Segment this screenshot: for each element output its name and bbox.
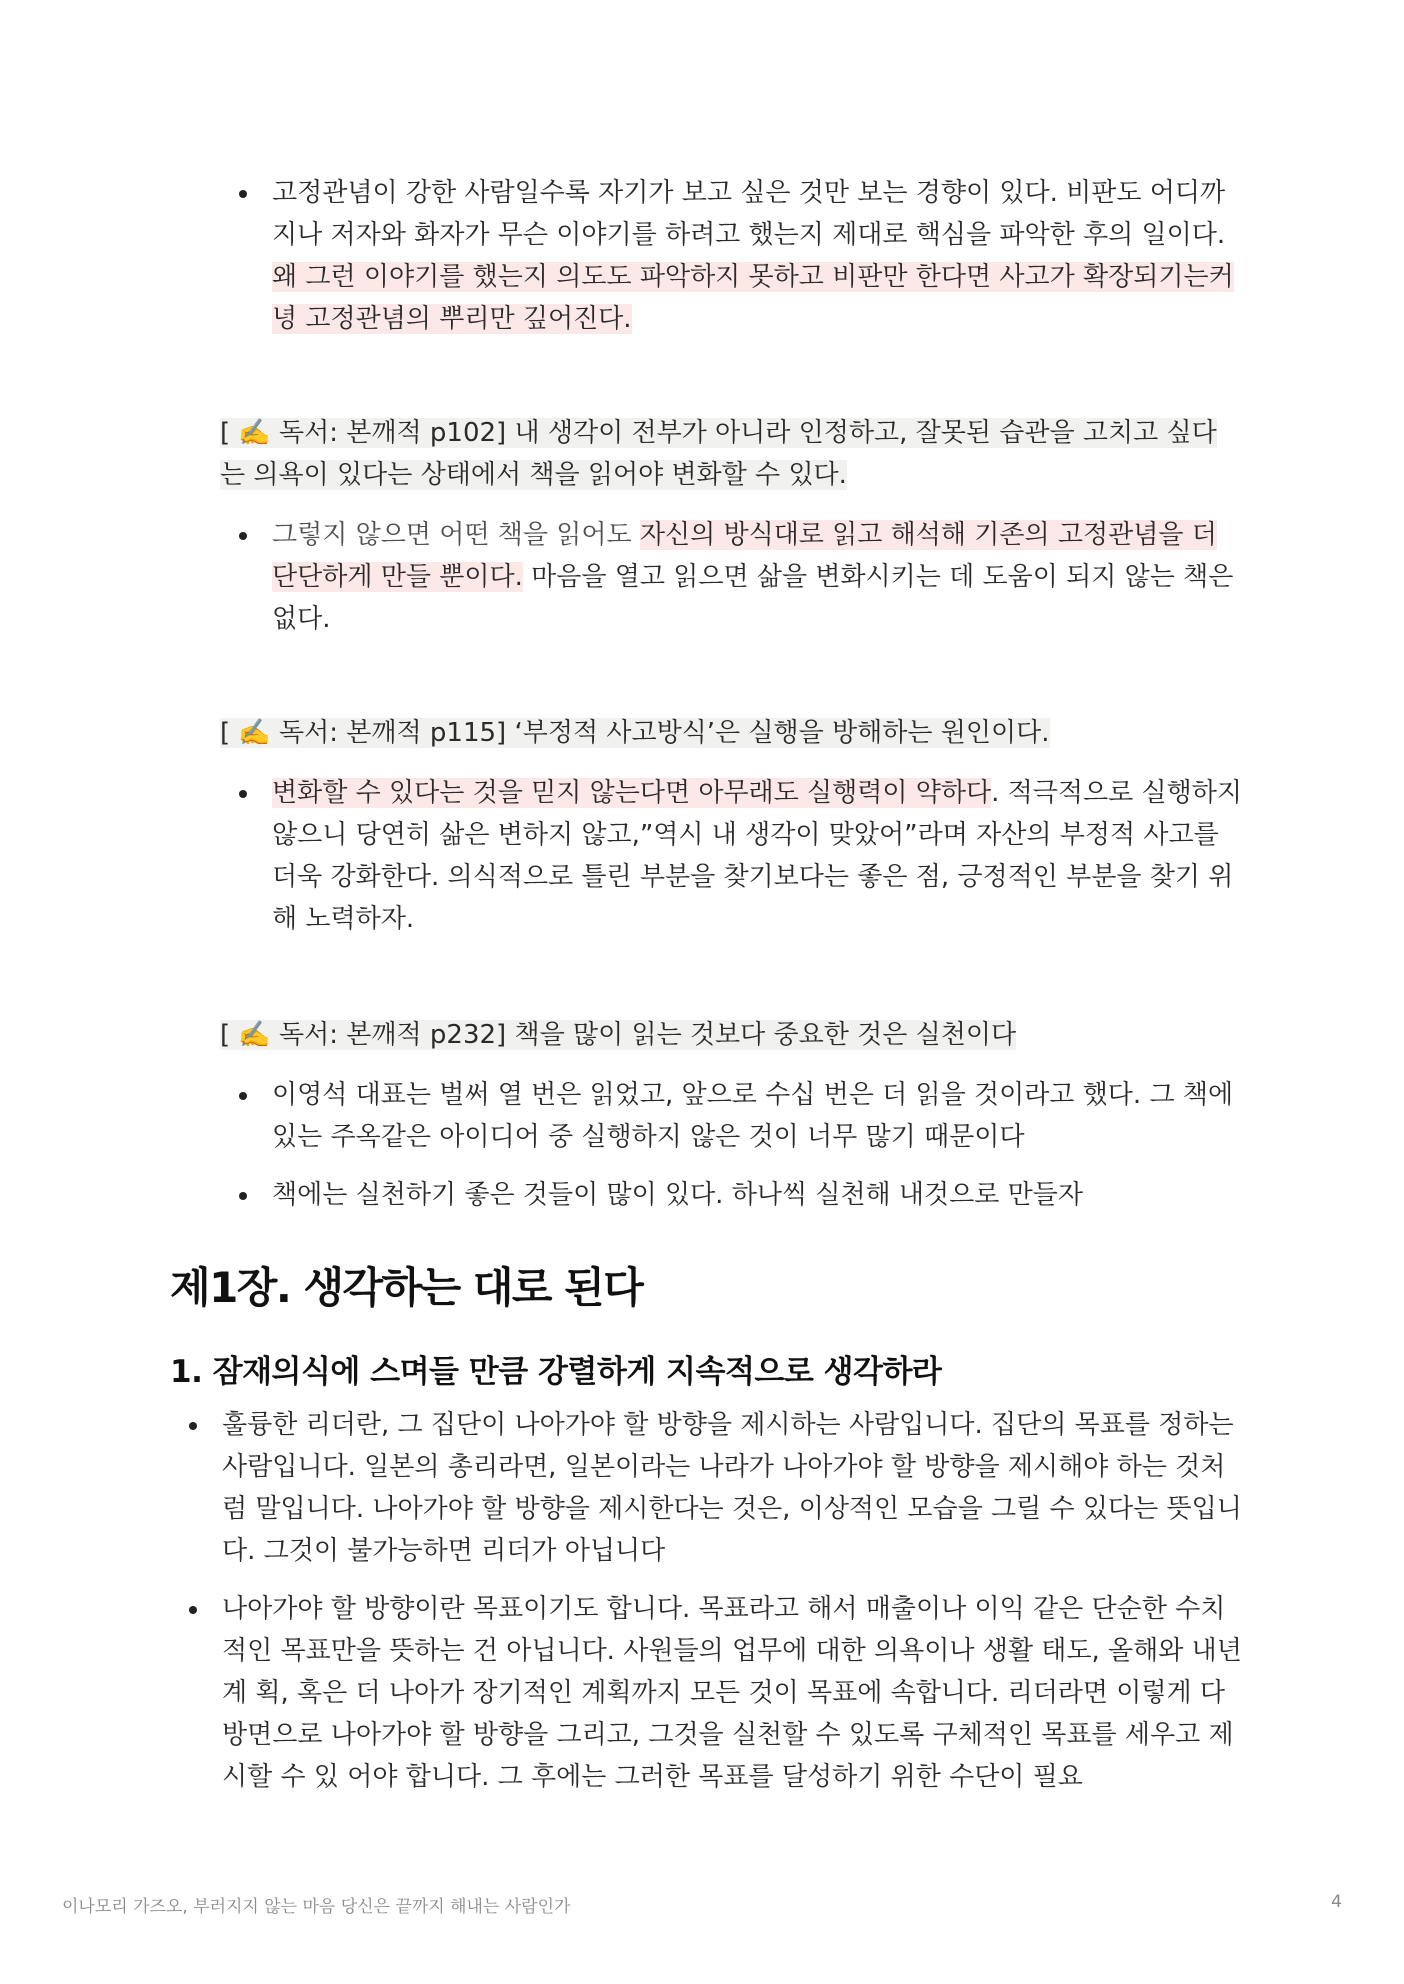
quote-text: [ ✍️ 독서: 본깨적 p115] ‘부정적 사고방식’은 실행을 방해하는 원인이다. — [220, 718, 1050, 748]
quote-p232 — [220, 1014, 1230, 1056]
list-item: 이영석 대표는 벌써 열 번은 읽었고, 앞으로 수십 번은 더 읽을 것이라고 했다. 그 책에 있는 주옥같은 아이디어 중 실행하지 않은 것이 너무 많기 때문이다 — [220, 1074, 1245, 1158]
list-item: 나아가야 할 방향이란 목표이기도 합니다. 목표라고 해서 매출이나 이익 같은 단순한 수치적인 목표만을 뜻하는 건 아닙니다. 사원들의 업무에 대한 의욕이나 생활 태도, 올해와 내년 계 획, 혹은 더 나아가 장기적인 계획까지 모든 것이 목표에 속합니다. 리더라면 이렇게 다방면으로 나아가야 할 방향을 그리고, 그것을 실천할 수 있도록 구체적인 목표를 세우고 제시할 수 있 어야 합니다. 그 후에는 그러한 목표를 달성하기 위한 수단이 필요 — [170, 1588, 1245, 1798]
highlighted-text: 변화할 수 있다는 것을 믿지 않는다면 아무래도 실행력이 약하다 — [272, 778, 992, 808]
highlighted-text: 자신의 방식대로 읽고 해석해 기존의 고정관념을 더 단단하게 만들 뿐이다. — [272, 520, 1217, 592]
list-item: 책에는 실천하기 좋은 것들이 많이 있다. 하나씩 실천해 내것으로 만들자 — [220, 1174, 1245, 1216]
footer-book-title: 이나모리 가즈오, 부러지지 않는 마음 당신은 끝까지 해내는 사람인가 — [62, 1897, 571, 1917]
list-item-text: 그렇지 않으면 어떤 책을 읽어도 — [272, 520, 640, 550]
list-item-text: . 적극적으로 실행하지 않으니 당연히 삶은 변하지 않고,”역시 내 생각이 맞았어”라며 자산의 부정적 사고를 더욱 강화한다. 의식적으로 틀린 부분을 찾기보다는 좋은 점, 긍정적인 부분을 찾기 위해 노력하자. — [272, 778, 1242, 934]
quote-p102 — [220, 412, 1230, 496]
list-item: 훌륭한 리더란, 그 집단이 나아가야 할 방향을 제시하는 사람입니다. 집단의 목표를 정하는 사람입니다. 일본의 총리라면, 일본이라는 나라가 나아가야 할 방향을 제시해야 하는 것처럼 말입니다. 나아가야 할 방향을 제시한다는 것은, 이상적인 모습을 그릴 수 있다는 뜻입니다. 그것이 불가능하면 리더가 아닙니다 — [170, 1404, 1245, 1572]
list-item — [220, 514, 1245, 640]
section-title: 1. 잠재의식에 스며들 만큼 강렬하게 지속적으로 생각하라 — [170, 1354, 942, 1390]
highlighted-text: 왜 그런 이야기를 했는지 의도도 파악하지 못하고 비판만 한다면 사고가 확장되기는커녕 고정관념의 뿌리만 깊어진다. — [272, 262, 1234, 334]
bullet-list-p232 — [220, 1074, 1245, 1216]
list-item — [220, 772, 1245, 940]
list-item — [220, 172, 1245, 340]
quote-p115 — [220, 712, 1230, 754]
list-item-text: 고정관념이 강한 사람일수록 자기가 보고 싶은 것만 보는 경향이 있다. 비판도 어디까지나 저자와 화자가 무슨 이야기를 하려고 했는지 제대로 핵심을 파악한 후의 일이다. — [272, 178, 1226, 250]
footer-page-number: 4 — [1331, 1892, 1342, 1912]
chapter-title: 제1장. 생각하는 대로 된다 — [170, 1263, 643, 1312]
quote-text: [ ✍️ 독서: 본깨적 p232] 책을 많이 읽는 것보다 중요한 것은 실천이다 — [220, 1020, 1017, 1050]
bullet-list-p115 — [220, 772, 1245, 940]
bullet-list-p102 — [220, 514, 1245, 640]
bullet-list-main — [170, 1404, 1245, 1798]
quote-text: [ ✍️ 독서: 본깨적 p102] 내 생각이 전부가 아니라 인정하고, 잘못된 습관을 고치고 싶다는 의욕이 있다는 상태에서 책을 읽어야 변화할 수 있다. — [220, 418, 1217, 490]
bullet-list-stereotype — [220, 172, 1245, 340]
list-item-text: 마음을 열고 읽으면 삶을 변화시키는 데 도움이 되지 않는 책은 없다. — [272, 562, 1234, 634]
